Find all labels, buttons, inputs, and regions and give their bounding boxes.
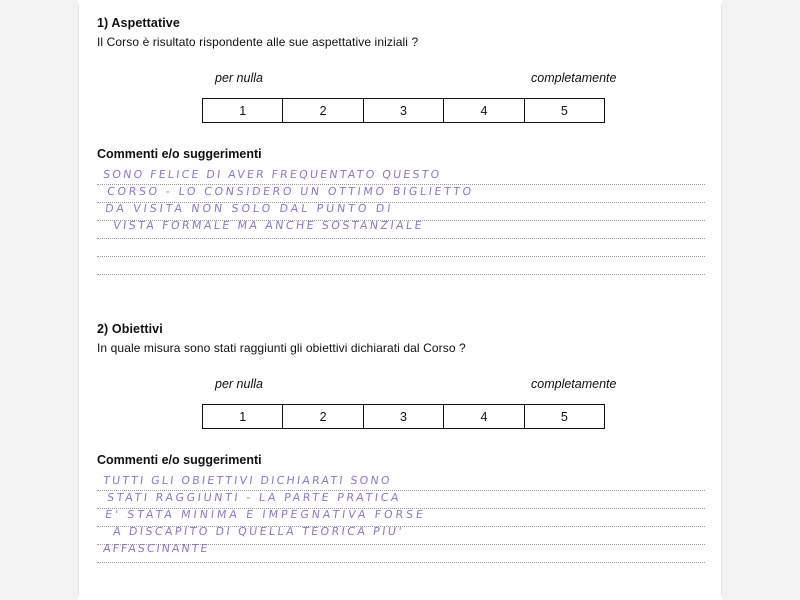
page-margin-right (722, 0, 800, 600)
section-1-comments-title: Commenti e/o suggerimenti (97, 147, 262, 161)
form-sheet (78, 4, 722, 596)
section-1-question: Il Corso è risultato rispondente alle sue aspettative iniziali ? (97, 35, 419, 49)
comment-line (97, 203, 705, 221)
rating-option-1-4[interactable]: 4 (444, 99, 524, 122)
section-2-comments-title: Commenti e/o suggerimenti (97, 453, 262, 467)
comment-line (97, 167, 705, 185)
scale-label-left-2: per nulla (215, 377, 263, 391)
section-aspettative (97, 16, 705, 275)
page-margin-left (0, 0, 78, 600)
comment-line (97, 221, 705, 239)
comment-line (97, 185, 705, 203)
handwritten-line: E' STATA MINIMA E IMPEGNATIVA FORSE (104, 508, 427, 521)
rating-option-2-5[interactable]: 5 (560, 409, 568, 424)
handwritten-line: SONO FELICE DI AVER FREQUENTATO QUESTO (102, 168, 443, 181)
rating-option-2-2[interactable]: 2 (283, 405, 363, 428)
comment-line (97, 545, 705, 563)
comment-line (97, 491, 705, 509)
rating-option-1-5[interactable]: 5 (560, 103, 568, 118)
comment-line (97, 257, 705, 275)
rating-option-1-3[interactable]: 3 (364, 99, 444, 122)
comment-line (97, 239, 705, 257)
handwritten-line: STATI RAGGIUNTI - LA PARTE PRATICA (106, 491, 402, 504)
section-1-title: 1) Aspettative (97, 16, 180, 30)
handwritten-line: DA VISITA NON SOLO DAL PUNTO DI (104, 202, 395, 215)
rating-option-2-3[interactable]: 3 (364, 405, 444, 428)
rating-option-2-4[interactable]: 4 (444, 405, 524, 428)
rating-option-1-1[interactable]: 1 (203, 99, 283, 122)
comment-line (97, 473, 705, 491)
comment-line (97, 527, 705, 545)
section-1-scale-labels (97, 71, 705, 89)
scale-label-right-1: completamente (531, 71, 617, 85)
section-obiettivi (97, 322, 705, 563)
handwritten-line: AFFASCINANTE (102, 542, 211, 555)
handwritten-line: TUTTI GLI OBIETTIVI DICHIARATI SONO (102, 474, 393, 487)
section-1-rating-scale[interactable] (202, 98, 605, 123)
section-2-comments-lines[interactable] (97, 473, 705, 563)
scale-label-left-1: per nulla (215, 71, 263, 85)
comment-line (97, 509, 705, 527)
handwritten-line: A DISCAPITO DI QUELLA TEORICA PIU' (112, 525, 405, 538)
handwritten-line: VISTA FORMALE MA ANCHE SOSTANZIALE (112, 219, 425, 232)
rating-option-1-2[interactable]: 2 (283, 99, 363, 122)
section-2-rating-scale[interactable] (202, 404, 605, 429)
section-2-scale-labels (97, 377, 705, 395)
section-2-title: 2) Obiettivi (97, 322, 163, 336)
handwritten-line: CORSO - LO CONSIDERO UN OTTIMO BIGLIETTO (106, 185, 475, 198)
rating-option-2-1[interactable]: 1 (203, 405, 283, 428)
section-2-question: In quale misura sono stati raggiunti gli obiettivi dichiarati dal Corso ? (97, 341, 466, 355)
scale-label-right-2: completamente (531, 377, 617, 391)
section-1-comments-lines[interactable] (97, 167, 705, 275)
